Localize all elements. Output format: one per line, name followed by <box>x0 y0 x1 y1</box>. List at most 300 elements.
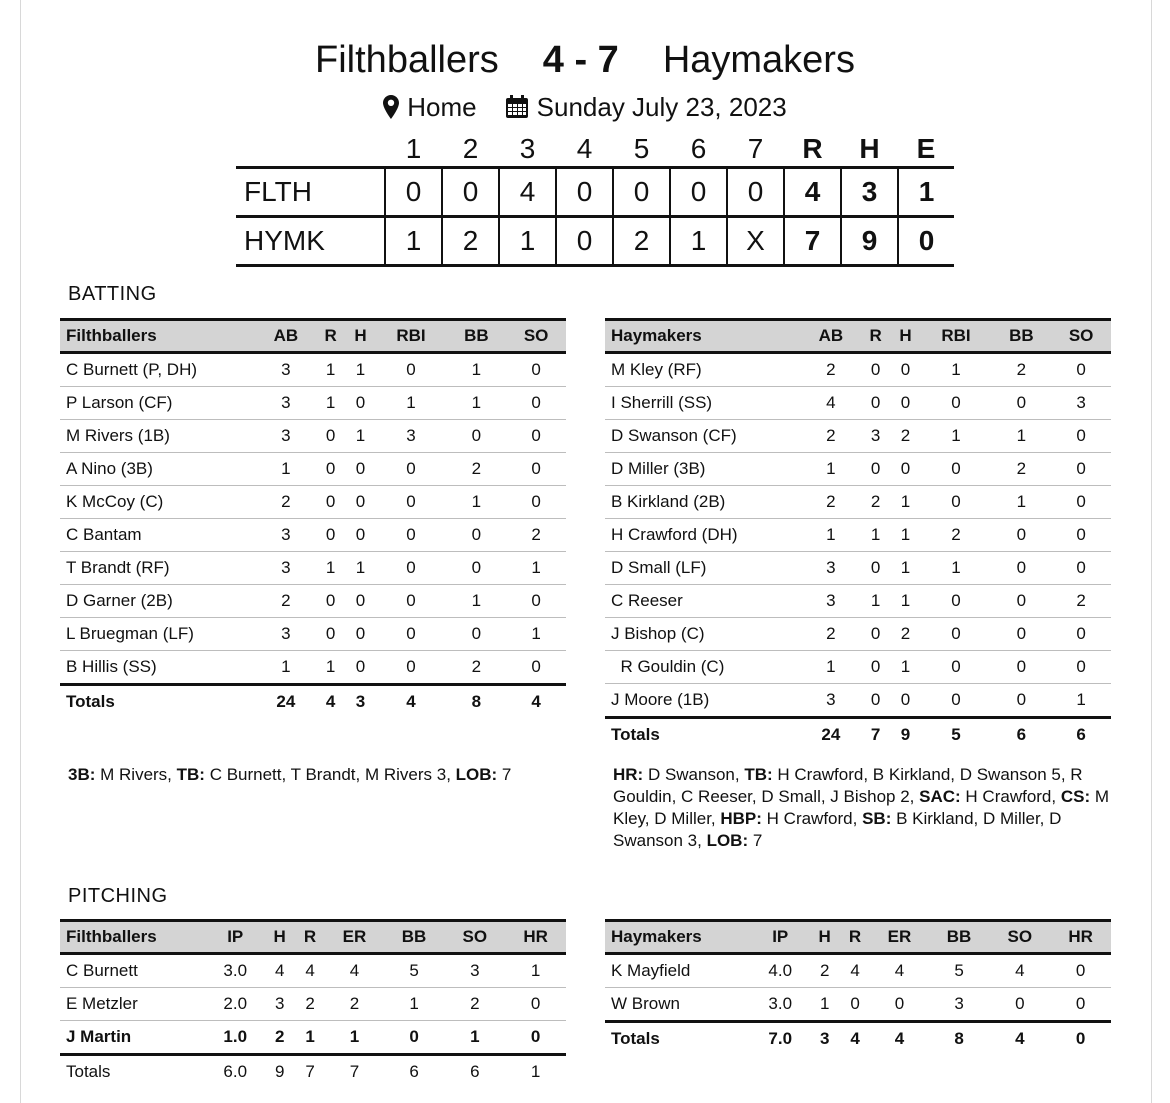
home-team-name: Haymakers <box>662 38 855 81</box>
stat-cell: 0 <box>1051 453 1111 486</box>
stat-cell: 2 <box>809 954 839 988</box>
stat-cell: 5 <box>384 954 445 988</box>
totals-cell: 5 <box>920 718 991 752</box>
stat-cell: 0 <box>346 453 376 486</box>
player-row <box>605 552 1111 585</box>
stat-cell: 3 <box>256 618 316 651</box>
player-name: C Burnett (P, DH) <box>60 353 256 387</box>
batting-notes-away <box>68 764 568 786</box>
player-row <box>60 1021 566 1055</box>
stat-cell: 0 <box>506 453 566 486</box>
player-name: W Brown <box>605 988 751 1022</box>
player-name: M Rivers (1B) <box>60 420 256 453</box>
stat-cell: 3 <box>801 684 861 718</box>
stat-cell: 0 <box>1051 486 1111 519</box>
stat-cell: 0 <box>920 651 991 684</box>
stat-cell: 0 <box>506 486 566 519</box>
inning-header: 2 <box>462 133 479 164</box>
stat-cell: 1.0 <box>206 1021 264 1055</box>
stat-cell: 1 <box>316 353 346 387</box>
player-name: T Brandt (RF) <box>60 552 256 585</box>
hits-header: H <box>859 133 880 164</box>
stat-cell: 0 <box>346 486 376 519</box>
totals-cell: 9 <box>264 1055 294 1089</box>
stat-cell: 1 <box>801 651 861 684</box>
player-name: H Crawford (DH) <box>605 519 801 552</box>
totals-label: Totals <box>605 718 801 752</box>
stat-cell: 1 <box>861 585 891 618</box>
stat-cell: 0 <box>920 453 991 486</box>
batting-table-home <box>605 318 1111 751</box>
note-key: SAC: <box>919 787 961 806</box>
stat-cell: 0 <box>1051 519 1111 552</box>
stat-cell: 4 <box>325 954 383 988</box>
totals-cell: 7 <box>325 1055 383 1089</box>
stat-cell: 2 <box>801 420 861 453</box>
stat-cell: 0 <box>375 353 446 387</box>
stat-cell: 1 <box>505 954 566 988</box>
totals-row <box>60 685 566 719</box>
note-value: M Rivers, <box>95 765 177 784</box>
inning-runs: 0 <box>385 168 442 217</box>
column-header: SO <box>444 921 505 954</box>
totals-label: Totals <box>60 1055 206 1089</box>
inning-runs: 2 <box>613 217 670 266</box>
note-value: B Kirkland, D Miller, D Swanson 3, <box>613 809 1062 850</box>
stat-cell: 0 <box>920 618 991 651</box>
stat-cell: 1 <box>992 420 1052 453</box>
totals-cell: 6 <box>992 718 1052 752</box>
inning-runs: 0 <box>670 168 727 217</box>
stat-cell: 0 <box>506 420 566 453</box>
stat-cell: 3 <box>801 585 861 618</box>
stat-cell: 0 <box>1051 651 1111 684</box>
column-header: R <box>316 320 346 353</box>
inning-runs: X <box>727 217 784 266</box>
player-name: B Hillis (SS) <box>60 651 256 685</box>
player-name: B Kirkland (2B) <box>605 486 801 519</box>
column-header: RBI <box>920 320 991 353</box>
player-name: E Metzler <box>60 988 206 1021</box>
stat-cell: 0 <box>506 585 566 618</box>
table-header-row <box>605 320 1111 353</box>
totals-cell: 6.0 <box>206 1055 264 1089</box>
stat-cell: 1 <box>809 988 839 1022</box>
player-name: K Mayfield <box>605 954 751 988</box>
player-row <box>60 353 566 387</box>
note-value: H Crawford, <box>960 787 1061 806</box>
stat-cell: 0 <box>1051 420 1111 453</box>
totals-cell: 6 <box>444 1055 505 1089</box>
column-header: HR <box>1050 921 1111 954</box>
stat-cell: 2 <box>992 453 1052 486</box>
stat-cell: 4 <box>295 954 325 988</box>
totals-cell: 6 <box>1051 718 1111 752</box>
totals-cell: 3 <box>346 685 376 719</box>
batting-table-away <box>60 318 566 718</box>
player-name: J Bishop (C) <box>605 618 801 651</box>
totals-label: Totals <box>60 685 256 719</box>
stat-cell: 0 <box>992 552 1052 585</box>
player-name: D Garner (2B) <box>60 585 256 618</box>
stat-cell: 3.0 <box>206 954 264 988</box>
stat-cell: 2 <box>891 618 921 651</box>
stat-cell: 0 <box>992 618 1052 651</box>
total-hits: 3 <box>841 168 898 217</box>
player-row <box>605 988 1111 1022</box>
stat-cell: 4 <box>801 387 861 420</box>
stat-cell: 1 <box>384 988 445 1021</box>
linescore-row-home <box>236 217 954 266</box>
stat-cell: 2 <box>920 519 991 552</box>
batting-notes-home <box>613 764 1113 852</box>
stat-cell: 0 <box>891 353 921 387</box>
stat-cell: 0 <box>992 519 1052 552</box>
stat-cell: 0 <box>384 1021 445 1055</box>
table-header-row <box>605 921 1111 954</box>
stat-cell: 0 <box>316 453 346 486</box>
totals-cell: 0 <box>1050 1022 1111 1056</box>
stat-cell: 0 <box>375 552 446 585</box>
inning-header: 6 <box>690 133 707 164</box>
player-name: J Moore (1B) <box>605 684 801 718</box>
column-header: IP <box>751 921 809 954</box>
table-header-row <box>60 921 566 954</box>
column-header: AB <box>801 320 861 353</box>
totals-row <box>605 1022 1111 1056</box>
stat-cell: 1 <box>447 387 507 420</box>
stat-cell: 0 <box>861 552 891 585</box>
stat-cell: 3 <box>1051 387 1111 420</box>
stat-cell: 0 <box>316 519 346 552</box>
player-row <box>60 519 566 552</box>
stat-cell: 3 <box>256 353 316 387</box>
stat-cell: 1 <box>506 618 566 651</box>
stat-cell: 2 <box>325 988 383 1021</box>
totals-label: Totals <box>605 1022 751 1056</box>
totals-cell: 7.0 <box>751 1022 809 1056</box>
totals-cell: 9 <box>891 718 921 752</box>
note-value: H Crawford, <box>761 809 863 828</box>
note-value: C Burnett, T Brandt, M Rivers 3, <box>204 765 456 784</box>
note-key: SB: <box>862 809 892 828</box>
inning-header: 3 <box>519 133 536 164</box>
totals-cell: 4 <box>375 685 446 719</box>
column-header: ER <box>325 921 383 954</box>
player-row <box>605 954 1111 988</box>
stat-cell: 2 <box>295 988 325 1021</box>
stat-cell: 1 <box>801 519 861 552</box>
stat-cell: 0 <box>920 387 991 420</box>
stat-cell: 0 <box>920 684 991 718</box>
player-row <box>60 618 566 651</box>
stat-cell: 1 <box>891 552 921 585</box>
stat-cell: 3 <box>256 552 316 585</box>
stat-cell: 1 <box>801 453 861 486</box>
stat-cell: 3 <box>256 420 316 453</box>
stat-cell: 1 <box>256 651 316 685</box>
player-row <box>605 618 1111 651</box>
player-row <box>60 651 566 685</box>
player-name: K McCoy (C) <box>60 486 256 519</box>
player-row <box>605 486 1111 519</box>
stat-cell: 1 <box>1051 684 1111 718</box>
stat-cell: 0 <box>506 353 566 387</box>
column-header: BB <box>447 320 507 353</box>
totals-cell: 7 <box>295 1055 325 1089</box>
inning-runs: 1 <box>385 217 442 266</box>
stat-cell: 0 <box>861 684 891 718</box>
inning-runs: 4 <box>499 168 556 217</box>
note-key: HBP: <box>720 809 762 828</box>
stat-cell: 2 <box>801 486 861 519</box>
player-row <box>60 387 566 420</box>
total-runs: 4 <box>784 168 841 217</box>
final-score: 4 - 7 <box>542 38 619 81</box>
player-name: P Larson (CF) <box>60 387 256 420</box>
stat-cell: 1 <box>256 453 316 486</box>
stat-cell: 3 <box>256 387 316 420</box>
stat-cell: 1 <box>920 353 991 387</box>
stat-cell: 0 <box>1051 353 1111 387</box>
totals-cell: 8 <box>929 1022 990 1056</box>
column-header: R <box>295 921 325 954</box>
note-key: TB: <box>176 765 205 784</box>
stat-cell: 0 <box>316 420 346 453</box>
runs-header: R <box>802 133 823 164</box>
linescore-team: HYMK <box>236 217 385 266</box>
stat-cell: 4 <box>264 954 294 988</box>
stat-cell: 3 <box>256 519 316 552</box>
column-header: R <box>861 320 891 353</box>
table-header-row <box>60 320 566 353</box>
inning-header: 1 <box>405 133 422 164</box>
inning-header: 7 <box>747 133 764 164</box>
stat-cell: 2 <box>444 988 505 1021</box>
stat-cell: 0 <box>346 387 376 420</box>
totals-cell: 7 <box>861 718 891 752</box>
player-row <box>605 519 1111 552</box>
stat-cell: 2 <box>801 618 861 651</box>
totals-cell: 4 <box>870 1022 928 1056</box>
inning-runs: 2 <box>442 217 499 266</box>
stat-cell: 0 <box>447 618 507 651</box>
stat-cell: 1 <box>375 387 446 420</box>
stat-cell: 1 <box>316 552 346 585</box>
inning-runs: 1 <box>499 217 556 266</box>
stat-cell: 0 <box>861 387 891 420</box>
column-header: ER <box>870 921 928 954</box>
stat-cell: 0 <box>447 519 507 552</box>
stat-cell: 0 <box>1051 552 1111 585</box>
totals-cell: 4 <box>989 1022 1050 1056</box>
stat-cell: 2 <box>256 585 316 618</box>
player-row <box>605 387 1111 420</box>
totals-cell: 1 <box>505 1055 566 1089</box>
stat-cell: 1 <box>920 552 991 585</box>
stat-cell: 0 <box>375 651 446 685</box>
note-key: LOB: <box>455 765 498 784</box>
errors-header: E <box>916 133 936 164</box>
map-pin-icon <box>383 95 399 119</box>
team-header: Filthballers <box>60 921 206 954</box>
totals-cell: 8 <box>447 685 507 719</box>
team-header: Haymakers <box>605 320 801 353</box>
player-row <box>605 684 1111 718</box>
stat-cell: 2 <box>861 486 891 519</box>
stat-cell: 0 <box>992 387 1052 420</box>
stat-cell: 0 <box>316 618 346 651</box>
stat-cell: 5 <box>929 954 990 988</box>
player-name: R Gouldin (C) <box>605 651 801 684</box>
column-header: H <box>809 921 839 954</box>
totals-cell: 4 <box>506 685 566 719</box>
player-row <box>605 585 1111 618</box>
totals-row <box>60 1055 566 1089</box>
stat-cell: 1 <box>346 353 376 387</box>
stat-cell: 0 <box>861 453 891 486</box>
stat-cell: 0 <box>1050 988 1111 1022</box>
stat-cell: 2 <box>447 453 507 486</box>
stat-cell: 1 <box>920 420 991 453</box>
linescore-team-header <box>236 132 385 168</box>
stat-cell: 0 <box>840 988 870 1022</box>
stat-cell: 0 <box>375 585 446 618</box>
stat-cell: 0 <box>891 453 921 486</box>
stat-cell: 1 <box>891 585 921 618</box>
team-header: Haymakers <box>605 921 751 954</box>
linescore-row-away <box>236 168 954 217</box>
inning-runs: 0 <box>556 217 613 266</box>
stat-cell: 0 <box>346 519 376 552</box>
stat-cell: 4 <box>840 954 870 988</box>
inning-header: 5 <box>633 133 650 164</box>
note-key: TB: <box>744 765 773 784</box>
stat-cell: 1 <box>444 1021 505 1055</box>
column-header: H <box>891 320 921 353</box>
column-header: H <box>264 921 294 954</box>
stat-cell: 2 <box>891 420 921 453</box>
stat-cell: 2 <box>1051 585 1111 618</box>
stat-cell: 0 <box>989 988 1050 1022</box>
totals-cell: 3 <box>809 1022 839 1056</box>
linescore-table <box>236 132 954 267</box>
stat-cell: 2 <box>506 519 566 552</box>
pitching-table-home <box>605 919 1111 1055</box>
inning-runs: 0 <box>613 168 670 217</box>
totals-cell: 6 <box>384 1055 445 1089</box>
column-header: BB <box>929 921 990 954</box>
note-key: CS: <box>1060 787 1091 806</box>
stat-cell: 4 <box>870 954 928 988</box>
player-name: M Kley (RF) <box>605 353 801 387</box>
stat-cell: 0 <box>375 519 446 552</box>
stat-cell: 0 <box>861 353 891 387</box>
player-name: J Martin <box>60 1021 206 1055</box>
stat-cell: 2 <box>264 1021 294 1055</box>
stat-cell: 1 <box>891 486 921 519</box>
stat-cell: 2.0 <box>206 988 264 1021</box>
note-value: 7 <box>497 765 512 784</box>
total-errors: 0 <box>898 217 954 266</box>
column-header: AB <box>256 320 316 353</box>
column-header: R <box>840 921 870 954</box>
player-name: D Miller (3B) <box>605 453 801 486</box>
stat-cell: 0 <box>375 486 446 519</box>
note-key: 3B: <box>68 765 96 784</box>
stat-cell: 0 <box>346 618 376 651</box>
stat-cell: 0 <box>316 486 346 519</box>
player-row <box>605 420 1111 453</box>
stat-cell: 1 <box>891 519 921 552</box>
stat-cell: 1 <box>447 353 507 387</box>
inning-runs: 0 <box>727 168 784 217</box>
stat-cell: 0 <box>505 988 566 1021</box>
totals-cell: 24 <box>801 718 861 752</box>
stat-cell: 1 <box>316 387 346 420</box>
stat-cell: 0 <box>447 552 507 585</box>
batting-section-label: BATTING <box>68 283 157 305</box>
stat-cell: 3 <box>375 420 446 453</box>
stat-cell: 2 <box>992 353 1052 387</box>
stat-cell: 4.0 <box>751 954 809 988</box>
pitching-section-label: PITCHING <box>68 885 168 907</box>
stat-cell: 3 <box>861 420 891 453</box>
stat-cell: 0 <box>992 684 1052 718</box>
player-row <box>60 453 566 486</box>
stat-cell: 2 <box>801 353 861 387</box>
player-name: A Nino (3B) <box>60 453 256 486</box>
totals-row <box>605 718 1111 752</box>
note-key: LOB: <box>706 831 749 850</box>
total-runs: 7 <box>784 217 841 266</box>
stat-cell: 0 <box>920 486 991 519</box>
stat-cell: 0 <box>1051 618 1111 651</box>
stat-cell: 3 <box>929 988 990 1022</box>
player-row <box>60 552 566 585</box>
stat-cell: 0 <box>506 651 566 685</box>
totals-cell: 4 <box>316 685 346 719</box>
stat-cell: 0 <box>992 585 1052 618</box>
location-text: Home <box>407 91 477 122</box>
player-row <box>605 353 1111 387</box>
column-header: H <box>346 320 376 353</box>
column-header: SO <box>989 921 1050 954</box>
stat-cell: 0 <box>861 618 891 651</box>
player-row <box>60 420 566 453</box>
game-info <box>0 88 1170 126</box>
note-value: D Swanson, <box>643 765 745 784</box>
stat-cell: 3 <box>444 954 505 988</box>
note-value: M Kley, D Miller, <box>613 787 1110 828</box>
stat-cell: 4 <box>989 954 1050 988</box>
stat-cell: 1 <box>295 1021 325 1055</box>
column-header: RBI <box>375 320 446 353</box>
date <box>505 92 787 123</box>
stat-cell: 0 <box>891 684 921 718</box>
player-name: C Burnett <box>60 954 206 988</box>
away-team-name: Filthballers <box>315 38 499 81</box>
stat-cell: 0 <box>870 988 928 1022</box>
player-row <box>605 453 1111 486</box>
column-header: SO <box>506 320 566 353</box>
column-header: IP <box>206 921 264 954</box>
note-key: HR: <box>613 765 644 784</box>
stat-cell: 1 <box>447 486 507 519</box>
stat-cell: 0 <box>992 651 1052 684</box>
stat-cell: 0 <box>346 651 376 685</box>
player-row <box>60 486 566 519</box>
